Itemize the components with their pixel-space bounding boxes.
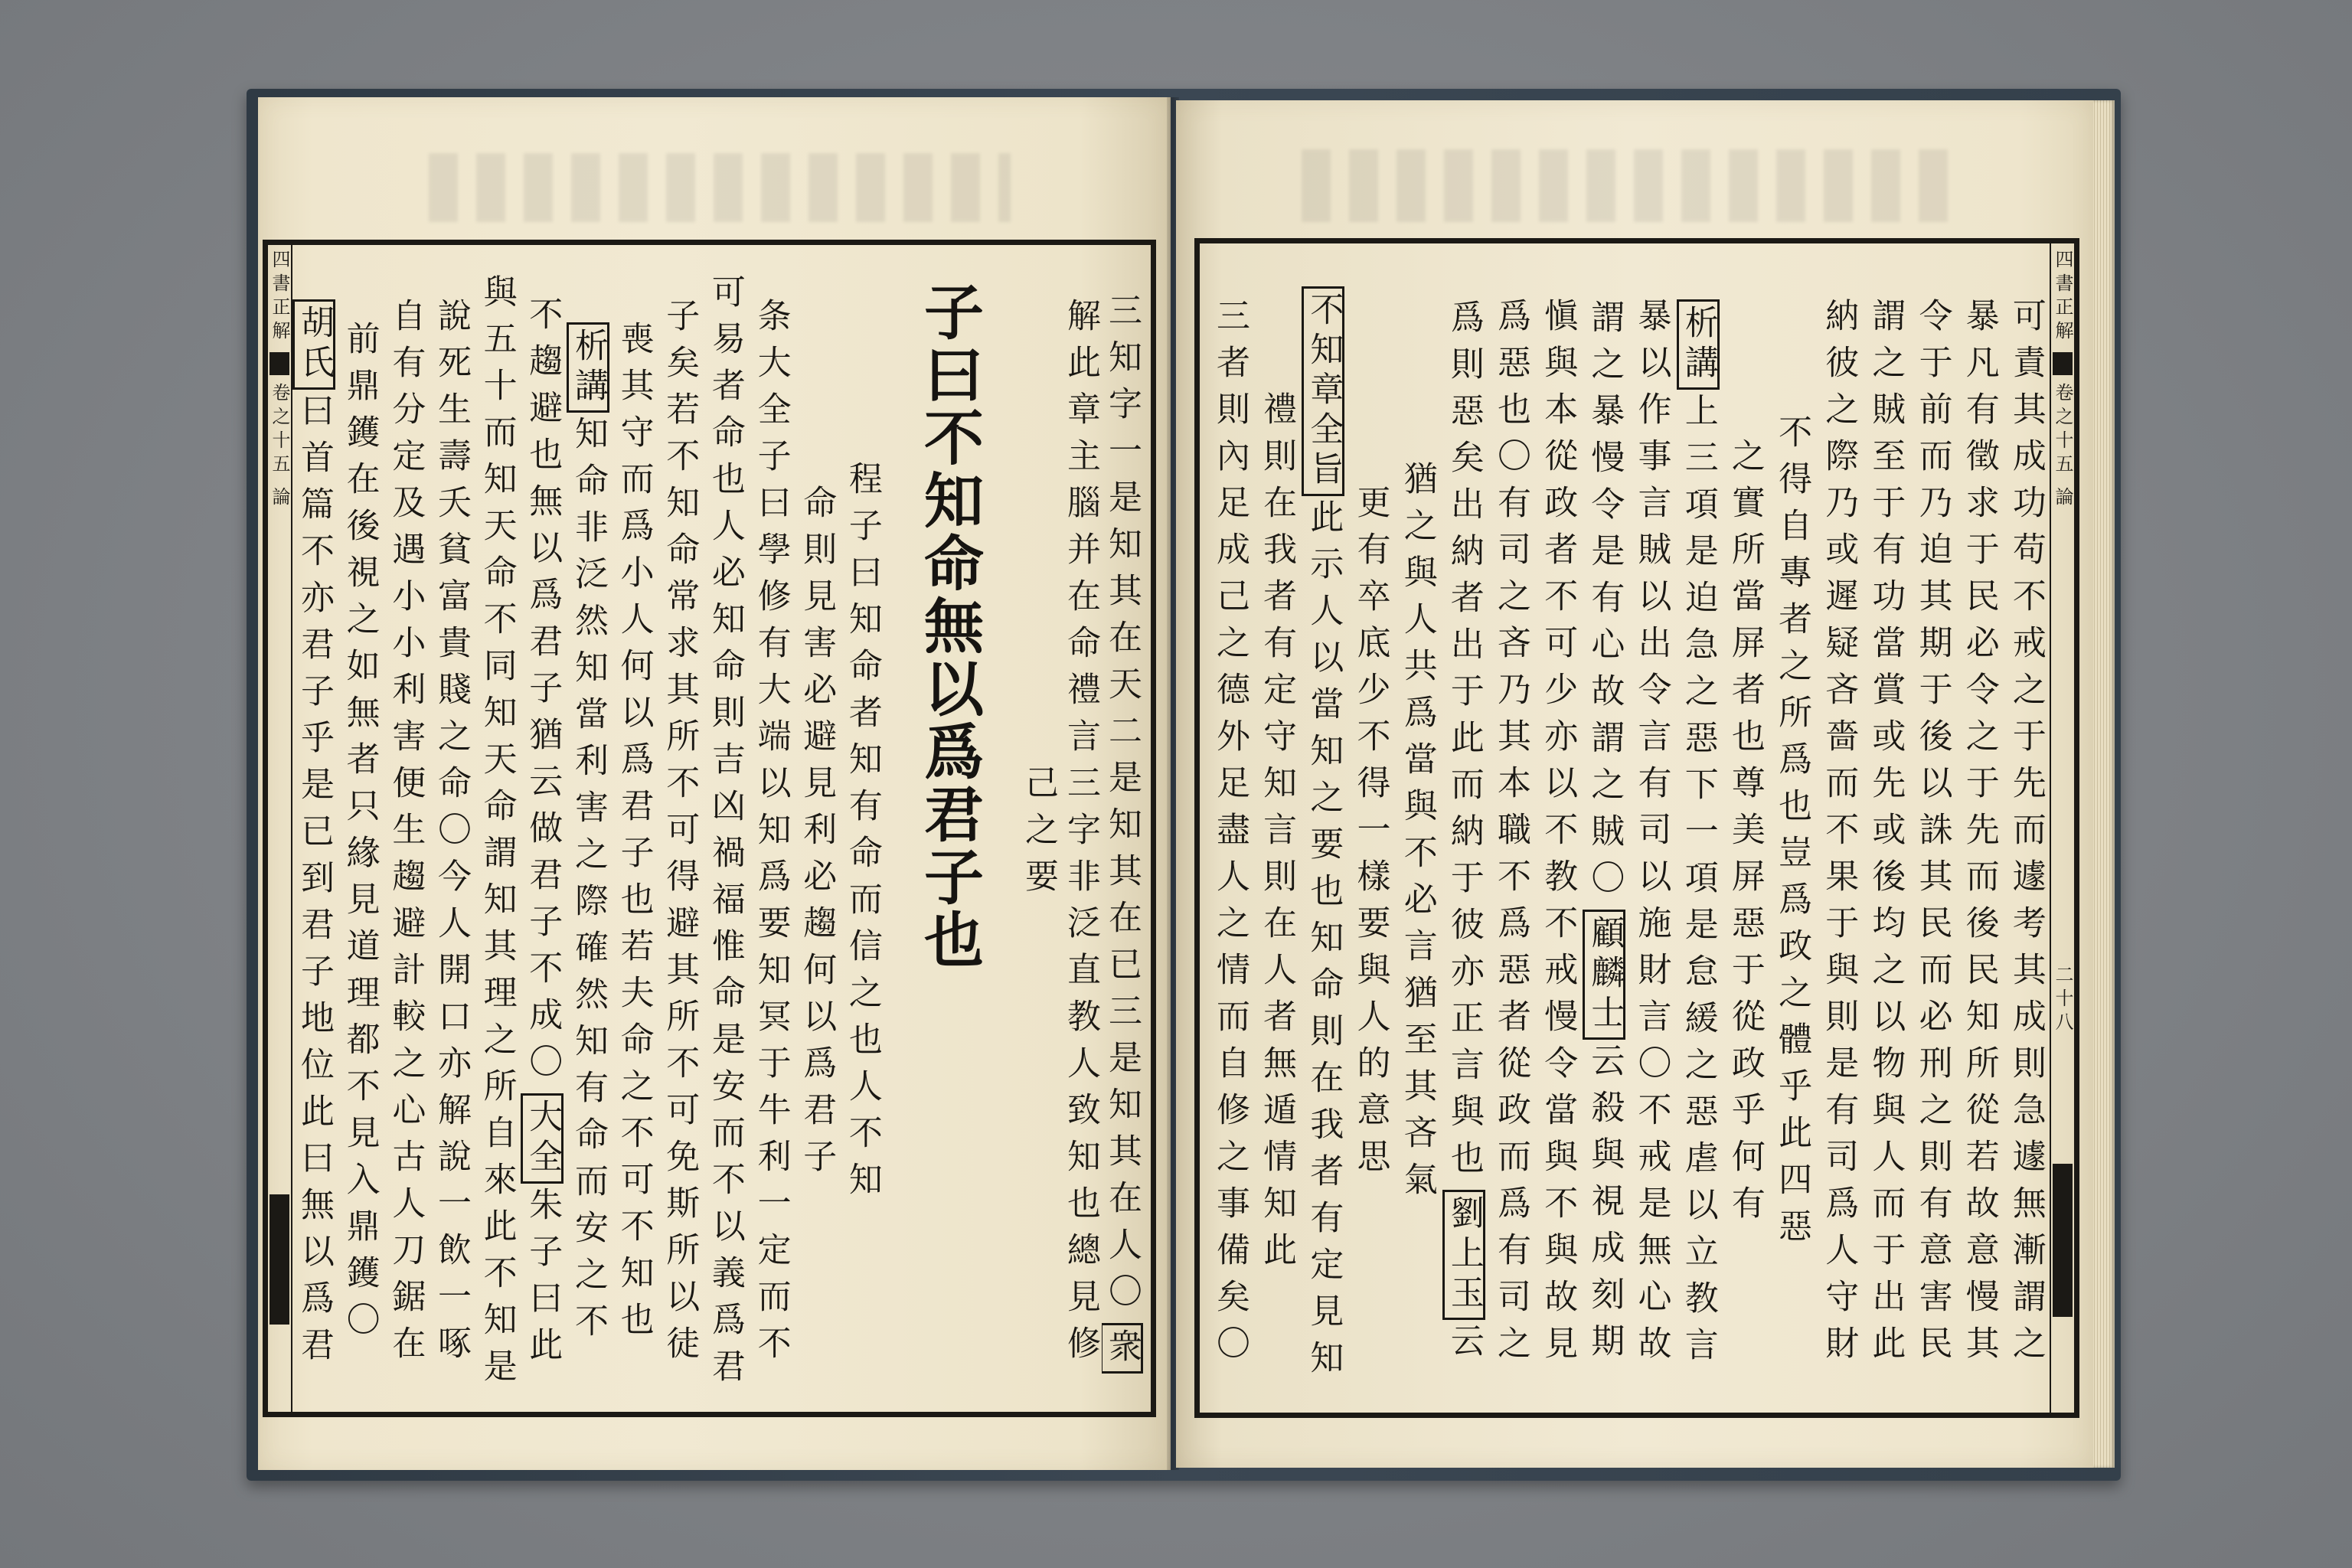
text-run: 可責其成功苟不戒之于先而遽考其成則急遽無漸謂之 [2006, 297, 2046, 1372]
boxed-label: 胡氏 [292, 299, 335, 390]
text-column [1630, 264, 1673, 1405]
text-column [1864, 264, 1906, 1405]
text-column [1583, 264, 1625, 1405]
fishtail-mark-lower [2053, 1164, 2073, 1317]
text-column [1442, 264, 1485, 1405]
text-run: 猶之與人共爲當與不必言猶至其吝氣 [1397, 461, 1437, 1208]
text-column [841, 264, 884, 1405]
text-column [1536, 264, 1579, 1405]
text-run: 程子曰知命者知有命而信之也人不知 [842, 461, 882, 1208]
text-run: 三者則內足成己之德外足盡人之情而自修之事備矣〇 [1210, 297, 1250, 1372]
text-run: 說死生壽夭貧富貴賤之命〇今人開口亦解說一飲一啄 [431, 297, 471, 1372]
text-run: 納彼之際乃或遲疑吝嗇而不果于與則是有司爲人守財 [1819, 297, 1859, 1372]
text-run: 暴凡有徵求于民必令之于先而後民知所從若故意慢其 [1959, 297, 1999, 1372]
text-column [1770, 264, 1813, 1405]
text-column [1102, 264, 1143, 1405]
text-column [292, 264, 335, 1405]
text-run: 朱子曰此 [523, 1186, 563, 1374]
text-run: 子矣若不知命常求其所不可得避其所不可免斯所以徒 [660, 297, 700, 1372]
text-run: 自有分定及遇小小利害便生趨避計較之心古人刀鋸在 [386, 297, 426, 1372]
margin-volume: 卷之十五 [2052, 383, 2073, 478]
text-run: 暴以作事言賊以出令言有司以施財言〇不戒是無心故 [1632, 297, 1671, 1372]
text-run: 前鼎鑊在後視之如無者只緣見道理都不見入鼎鑊〇 [340, 321, 380, 1348]
text-run: 喪其守而爲小人何以爲君子也若夫命之不可不知也 [614, 321, 654, 1348]
text-run: 云 [1444, 1323, 1484, 1370]
boxed-label: 顧麟士 [1583, 910, 1625, 1040]
text-run: 與五十而知天命不同知天命謂知其理之所自來此不知是 [477, 274, 517, 1395]
text-column [1958, 264, 2001, 1405]
text-column [1489, 264, 1532, 1405]
text-column [338, 264, 381, 1405]
text-run: 解此章主腦并在命禮言三字非泛直教人致知也總見修 [1061, 297, 1100, 1372]
text-column [1060, 264, 1101, 1405]
text-run: 可易者命也人必知命則吉凶禍福惟命是安而不以義爲君 [705, 274, 745, 1395]
left-page-text-columns [292, 264, 884, 1405]
left-page-notes-columns [1018, 264, 1143, 1405]
text-column [795, 264, 838, 1405]
margin-section: 論 [2052, 487, 2073, 511]
boxed-label: 大全 [521, 1093, 564, 1184]
text-run: 此示人以當知之要也知命則在我者有定見知 [1304, 498, 1344, 1387]
margin-section: 論 [269, 487, 290, 511]
show-through [429, 153, 1011, 222]
text-column [2004, 264, 2047, 1405]
boxed-label: 不知章全旨 [1302, 286, 1344, 496]
text-run: 謂之暴慢令是有心故謂之賊〇 [1585, 299, 1625, 906]
text-column [1817, 264, 1860, 1405]
show-through [1302, 149, 1960, 222]
text-run: 爲則惡矣出納者出于此而納于彼亦正言與也 [1444, 299, 1484, 1187]
boxed-label: 衆 [1102, 1323, 1143, 1374]
boxed-label: 劉上玉 [1442, 1190, 1485, 1320]
text-run: 爲惡也〇有司之吝乃其本職不爲惡者從政而爲有司之 [1491, 297, 1531, 1372]
text-column [1911, 264, 1954, 1405]
margin-book-title: 四書正解 [269, 250, 290, 345]
text-run: 命則見害必避見利必趨何以爲君子 [797, 484, 837, 1185]
chapter-heading: 子曰不知命無以爲君子也 [914, 281, 984, 972]
margin-book-title: 四書正解 [2052, 250, 2073, 345]
margin-volume: 卷之十五 [269, 383, 290, 478]
text-column [1018, 264, 1059, 1405]
text-column [1349, 264, 1392, 1405]
text-column [658, 264, 701, 1405]
text-run: 不趨避也無以爲君子猶云做君子不成〇 [523, 296, 563, 1090]
text-run: 令于前而乃迫其期于後以誅其民而必刑之則有意害民 [1913, 297, 1952, 1372]
text-run: 条大全子曰學修有大端以知爲要知冥于牛利一定而不 [751, 297, 791, 1372]
text-column [1396, 264, 1439, 1405]
text-column [1302, 264, 1344, 1405]
text-run: 謂之賊至于有功當賞或先或後均之以物與人而于出此 [1866, 297, 1906, 1372]
leaf-number: 二十八 [2052, 965, 2073, 1036]
text-run: 禮則在我者有定守知言則在人者無遁情知此 [1257, 390, 1297, 1279]
text-run: 知命非泛然知當利害之際確然知有命而安之不 [568, 416, 608, 1350]
text-run: 愼與本從政者不可少亦以不教不戒慢令當與不與故見 [1538, 297, 1578, 1372]
text-column [475, 264, 518, 1405]
fishtail-mark [2053, 352, 2073, 375]
text-column [521, 264, 564, 1405]
text-column [1723, 264, 1766, 1405]
text-column [750, 264, 792, 1405]
text-column [704, 264, 746, 1405]
text-column [1255, 264, 1298, 1405]
text-column [1677, 264, 1720, 1405]
text-column [1208, 264, 1251, 1405]
text-column [567, 264, 609, 1405]
right-page-text-columns [1208, 264, 2047, 1405]
boxed-label: 析講 [567, 322, 609, 413]
text-run: 更有卒底少不得一樣要與人的意思 [1351, 484, 1390, 1185]
fishtail-mark [270, 352, 289, 375]
text-run: 曰首篇不亦君子乎是已到君子地位此曰無以爲君 [295, 392, 334, 1374]
text-column [384, 264, 426, 1405]
text-run: 三知字一是知其在天二是知其在已三是知其在人〇 [1102, 292, 1142, 1320]
text-run: 己之要 [1019, 764, 1058, 905]
text-run: 不得自專者之所爲也豈爲政之體乎此四惡 [1772, 414, 1812, 1255]
text-column [612, 264, 655, 1405]
fishtail-mark-lower [270, 1194, 289, 1325]
text-run: 上三項是迫急之惡下一項是怠緩之惡虐以立教言 [1678, 392, 1718, 1374]
text-run: 云殺與視成刻期 [1585, 1043, 1625, 1370]
boxed-label: 析講 [1677, 299, 1720, 390]
text-column [430, 264, 472, 1405]
text-run: 之實所當屏者也尊美屏惡于從政乎何有 [1725, 437, 1765, 1232]
